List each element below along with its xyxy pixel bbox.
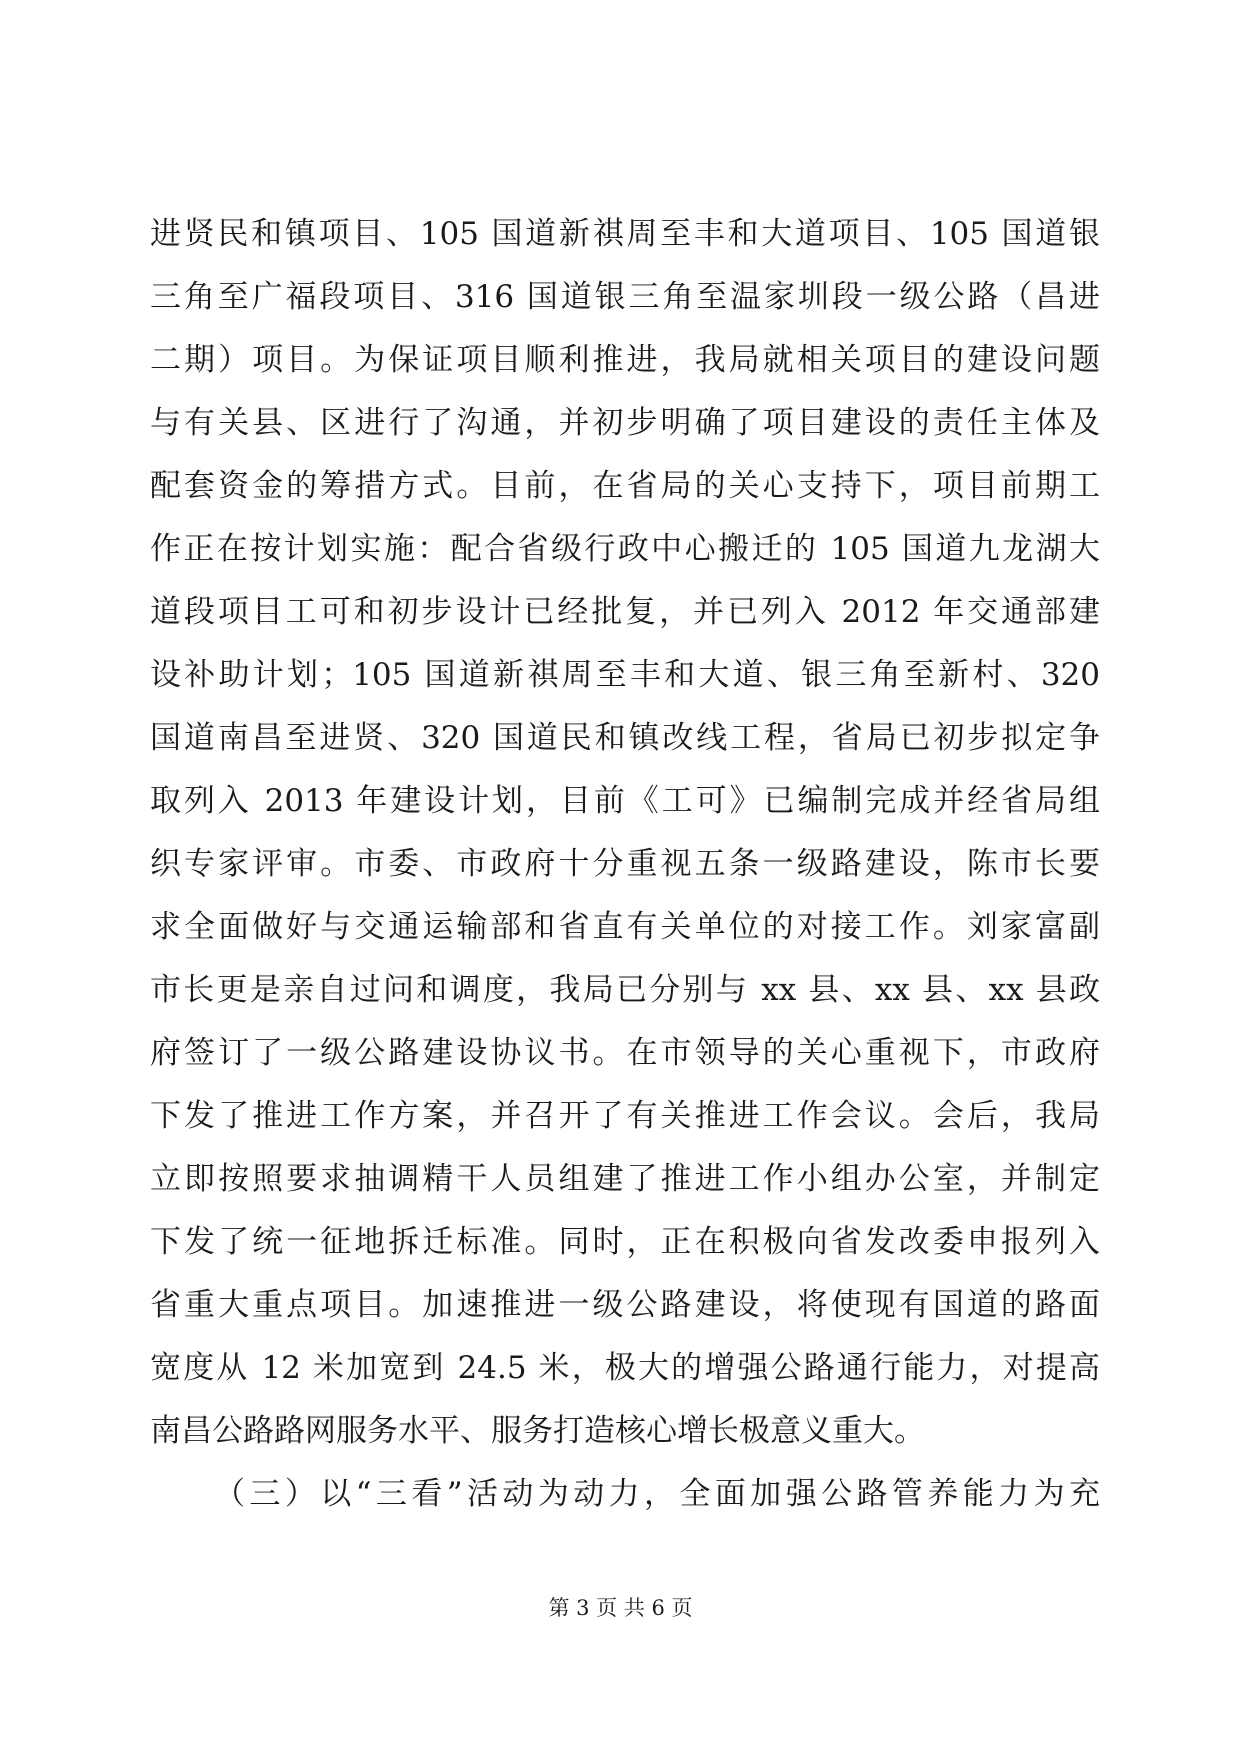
text-line: 进贤民和镇项目、105 国道新祺周至丰和大道项目、105 国道银 xyxy=(150,216,1100,252)
paragraph-end-line: 南昌公路路网服务水平、服务打造核心增长极意义重大。 xyxy=(150,1413,925,1449)
body-text xyxy=(150,203,1100,1526)
text-line: 下发了统一征地拆迁标准。同时，正在积极向省发改委申报列入 xyxy=(150,1224,1100,1260)
text-line: 设补助计划；105 国道新祺周至丰和大道、银三角至新村、320 xyxy=(150,657,1100,693)
section-heading-line: （三）以“三看”活动为动力，全面加强公路管养能力为充 xyxy=(214,1476,1100,1512)
text-line: 二期）项目。为保证项目顺利推进，我局就相关项目的建设问题 xyxy=(150,342,1100,378)
text-line: 织专家评审。市委、市政府十分重视五条一级路建设，陈市长要 xyxy=(150,846,1100,882)
text-line: 作正在按计划实施：配合省级行政中心搬迁的 105 国道九龙湖大 xyxy=(150,531,1100,567)
text-line: 道段项目工可和初步设计已经批复，并已列入 2012 年交通部建 xyxy=(150,594,1100,630)
text-line: 下发了推进工作方案，并召开了有关推进工作会议。会后，我局 xyxy=(150,1098,1100,1134)
page-number-footer: 第 3 页 共 6 页 xyxy=(548,1596,693,1620)
text-line: 与有关县、区进行了沟通，并初步明确了项目建设的责任主体及 xyxy=(150,405,1100,441)
text-line: 配套资金的筹措方式。目前，在省局的关心支持下，项目前期工 xyxy=(150,468,1100,504)
text-line: 求全面做好与交通运输部和省直有关单位的对接工作。刘家富副 xyxy=(150,909,1100,945)
text-line: 三角至广福段项目、316 国道银三角至温家圳段一级公路（昌进 xyxy=(150,279,1100,315)
text-line: 市长更是亲自过问和调度，我局已分别与 xx 县、xx 县、xx 县政 xyxy=(150,972,1100,1008)
text-line: 取列入 2013 年建设计划，目前《工可》已编制完成并经省局组 xyxy=(150,783,1100,819)
text-line: 省重大重点项目。加速推进一级公路建设，将使现有国道的路面 xyxy=(150,1287,1100,1323)
text-line: 立即按照要求抽调精干人员组建了推进工作小组办公室，并制定 xyxy=(150,1161,1100,1197)
text-line: 宽度从 12 米加宽到 24.5 米，极大的增强公路通行能力，对提高 xyxy=(150,1350,1100,1386)
text-line: 国道南昌至进贤、320 国道民和镇改线工程，省局已初步拟定争 xyxy=(150,720,1100,756)
text-line: 府签订了一级公路建设协议书。在市领导的关心重视下，市政府 xyxy=(150,1035,1100,1071)
